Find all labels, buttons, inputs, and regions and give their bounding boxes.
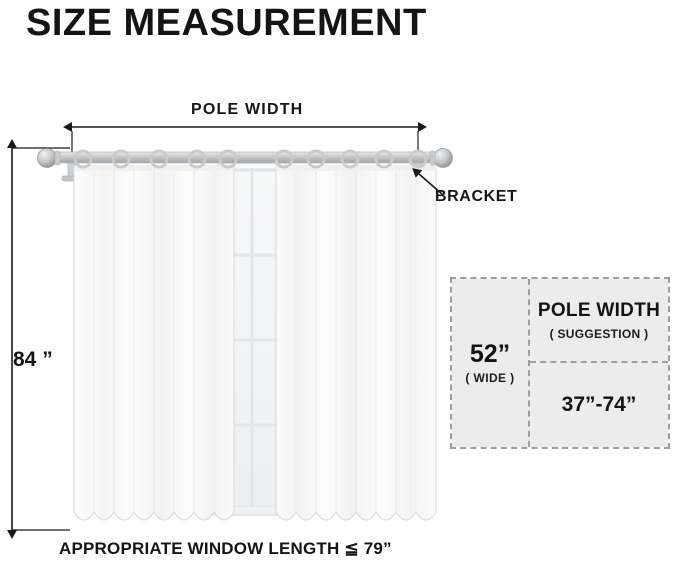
spec-column-pole-width [530,279,668,447]
spec-pole-width-sublabel: ( SUGGESTION ) [549,326,649,341]
pole-width-dimension-label: POLE WIDTH [191,101,304,118]
height-dimension-label: 84 ” [13,348,53,371]
spec-cell-width [452,279,530,447]
curtain-panel-right [276,151,436,520]
spec-pole-width-range-value: 37”-74” [561,393,637,416]
spec-width-value: 52” [469,339,511,368]
spec-cell-pole-width-range [530,363,668,447]
spec-table [450,277,670,449]
spec-pole-width-title: POLE WIDTH [537,299,661,321]
curtain-panel-left [74,151,236,520]
spec-width-sublabel: ( WIDE ) [465,371,515,386]
bracket-callout-label: BRACKET [435,188,518,205]
height-dimension-arrow [12,148,70,530]
window-length-caption: APPROPRIATE WINDOW LENGTH ≦ 79” [59,539,392,558]
page-title: SIZE MEASUREMENT [26,2,427,44]
spec-cell-pole-width-header [530,279,668,363]
